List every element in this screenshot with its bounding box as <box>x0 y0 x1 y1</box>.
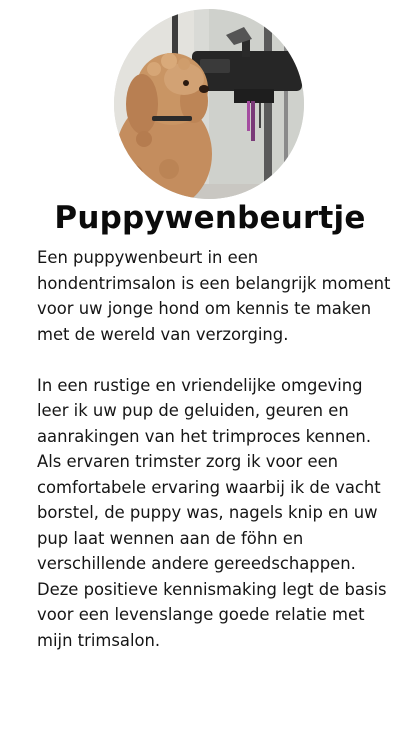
service-description <box>37 245 397 653</box>
puppy-grooming-photo <box>114 9 304 199</box>
description-paragraph: Een puppywenbeurt in een hondentrimsalon is een belangrijk moment voor uw jonge hond om kennis te maken met de wereld van verzorging. <box>37 248 391 344</box>
description-paragraph: In een rustige en vriendelijke omgeving leer ik uw pup de geluiden, geuren en aanrakingen van het trimproces kennen. Als ervaren trimster zorg ik voor een comfortabele ervaring waarbij ik de vacht borstel, de puppy was, nagels knip en uw pup laat wennen aan de föhn en verschillende andere gereedschappen. Deze positieve kennismaking legt de basis voor een levenslange goede relatie met mijn trimsalon. <box>37 375 387 650</box>
page-title: Puppywenbeurtje <box>54 200 366 236</box>
